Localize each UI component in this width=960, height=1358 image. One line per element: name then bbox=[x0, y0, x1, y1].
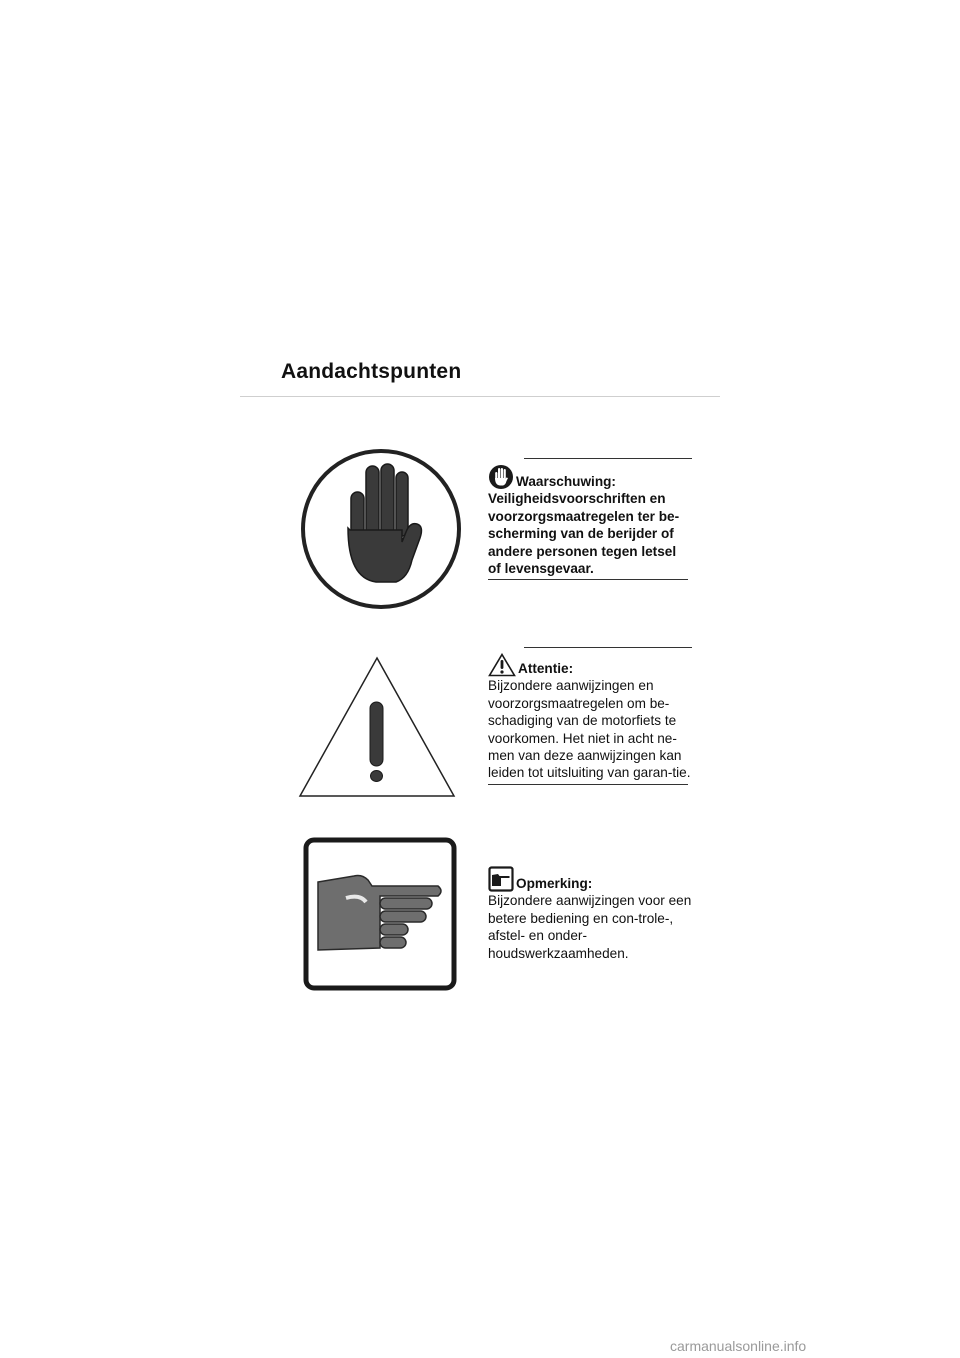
notice-label: Opmerking: bbox=[516, 876, 593, 891]
title-divider bbox=[240, 396, 720, 397]
notice-bottom-rule bbox=[488, 579, 688, 580]
small-warning-triangle-icon bbox=[488, 653, 516, 677]
pointing-hand-icon bbox=[302, 836, 458, 992]
notice-bottom-rule bbox=[488, 784, 688, 785]
notice-label: Attentie: bbox=[518, 661, 574, 676]
notice-caution bbox=[488, 647, 692, 785]
notice-note bbox=[488, 866, 692, 962]
stop-hand-icon bbox=[298, 446, 464, 612]
footer-watermark: carmanualsonline.info bbox=[670, 1338, 807, 1354]
notice-text: Bijzondere aanwijzingen en voorzorgsmaatregelen om be-schadiging van de motorfiets te voorkomen. Het niet in acht ne-men van deze aanwijzingen kan leiden tot uitsluiting van garan-tie. bbox=[488, 678, 691, 781]
page-title: Aandachtspunten bbox=[281, 360, 462, 383]
notice-label: Waarschuwing: bbox=[516, 474, 616, 489]
warning-triangle-icon bbox=[294, 652, 460, 802]
notice-warning bbox=[488, 458, 692, 580]
notice-text: Bijzondere aanwijzingen voor een betere bediening en con-trole-, afstel- en onder-houdswerkzaamheden. bbox=[488, 893, 692, 961]
small-stop-hand-icon bbox=[488, 464, 514, 490]
small-pointing-hand-icon bbox=[488, 866, 514, 892]
notice-text: Veiligheidsvoorschriften en voorzorgsmaatregelen ter be-scherming van de berijder of andere personen tegen letsel of levensgevaar. bbox=[488, 491, 680, 577]
